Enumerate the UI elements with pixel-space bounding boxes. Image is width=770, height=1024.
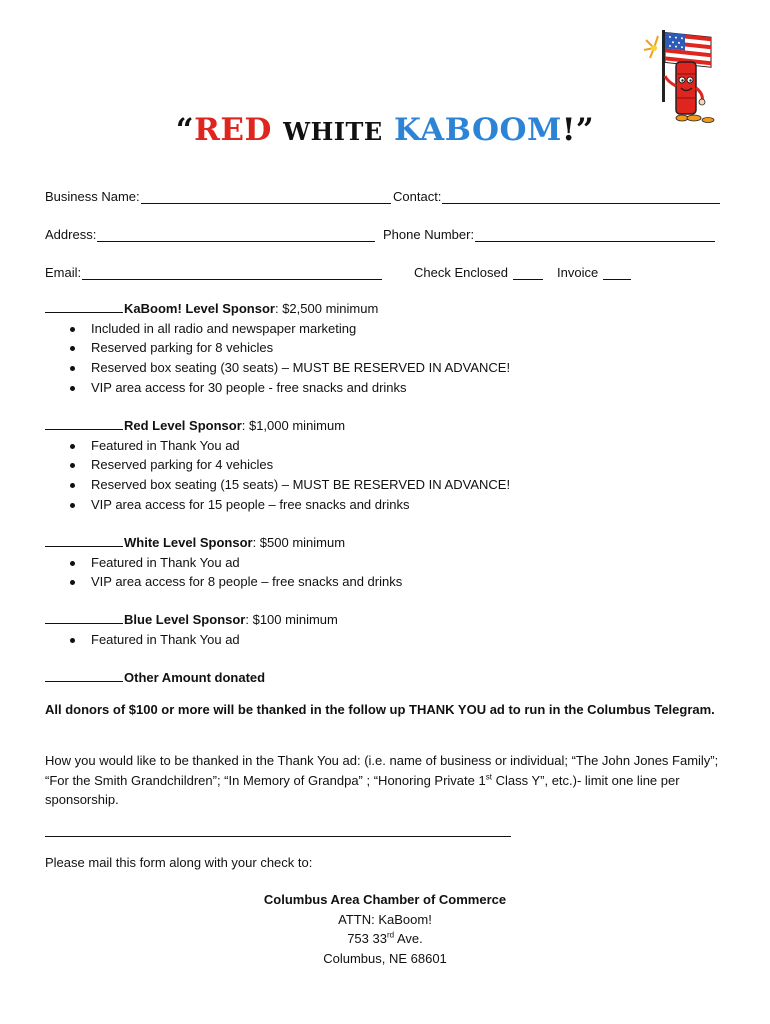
email-label: Email: (45, 265, 82, 280)
level-heading (45, 416, 725, 436)
level-name: KaBoom! Level Sponsor (124, 301, 275, 316)
level-red (45, 416, 725, 515)
row-email-payment (45, 262, 725, 282)
contact-field[interactable] (393, 186, 720, 204)
email-field[interactable] (45, 262, 382, 280)
street-rest: Ave. (394, 931, 423, 946)
mailing-address (0, 890, 770, 968)
phone-number-label: Phone Number: (383, 227, 475, 242)
address-attn: ATTN: KaBoom! (338, 911, 432, 927)
check-enclosed-field[interactable] (414, 262, 543, 280)
level-amount: : $100 minimum (245, 612, 338, 627)
level-kaboom (45, 299, 725, 398)
page-title (0, 112, 770, 148)
ordinal-suffix: st (485, 772, 492, 782)
thanked-prompt-text: How you would like to be thanked in the Thank You ad: (i.e. name of business or individual; “The John Jones Family”; “For the Smith Grandchildren”; “In Memory of Grandpa” ; “Honoring Private 1 (45, 753, 719, 788)
row-business-contact (45, 186, 725, 206)
level-name: White Level Sponsor (124, 535, 253, 550)
title-open-quote: “ (175, 112, 195, 148)
invoice-field[interactable] (557, 262, 631, 280)
level-heading (45, 610, 725, 630)
list-item: VIP area access for 15 people – free snacks and drinks (45, 495, 725, 515)
level-other (45, 668, 725, 688)
list-item: Included in all radio and newspaper marketing (45, 319, 725, 339)
address-org: Columbus Area Chamber of Commerce (263, 892, 507, 907)
list-item: Featured in Thank You ad (45, 436, 725, 456)
donors-note: All donors of $100 or more will be thanked in the follow up THANK YOU ad to run in the Columbus Telegram. (45, 702, 715, 717)
street-number: 753 33 (347, 931, 387, 946)
level-heading (45, 533, 725, 553)
title-word-white: WHITE (283, 117, 383, 146)
list-item: Reserved box seating (30 seats) – MUST BE RESERVED IN ADVANCE! (45, 358, 725, 378)
level-name: Blue Level Sponsor (124, 612, 246, 627)
address-city: Columbus, NE 68601 (323, 950, 447, 966)
other-amount-label: Other Amount donated (124, 670, 266, 685)
business-name-field[interactable] (45, 186, 391, 204)
level-name: Red Level Sponsor (124, 418, 242, 433)
thanked-prompt-text-end: Class Y”, etc.)- limit one line per sponsorship. (45, 772, 680, 807)
level-checkbox-line[interactable] (45, 299, 123, 313)
address-field[interactable] (45, 224, 375, 242)
list-item: Reserved parking for 4 vehicles (45, 455, 725, 475)
level-amount: : $500 minimum (252, 535, 346, 550)
level-heading (45, 668, 725, 688)
level-checkbox-line[interactable] (45, 533, 123, 547)
level-white (45, 533, 725, 592)
address-label: Address: (45, 227, 97, 242)
level-amount: : $1,000 minimum (241, 418, 346, 433)
level-checkbox-line[interactable] (45, 610, 123, 624)
mail-instruction: Please mail this form along with your check to: (45, 855, 313, 870)
title-close: !” (561, 112, 595, 148)
list-item: Featured in Thank You ad (45, 553, 725, 573)
list-item: VIP area access for 30 people - free snacks and drinks (45, 378, 725, 398)
invoice-label: Invoice (557, 265, 599, 280)
address-street (0, 929, 770, 949)
other-amount-line[interactable] (45, 668, 123, 682)
list-item: Featured in Thank You ad (45, 630, 725, 650)
level-heading (45, 299, 725, 319)
thank-you-text-line[interactable] (45, 836, 511, 837)
title-word-kaboom: KABOOM (393, 112, 562, 148)
check-enclosed-label: Check Enclosed (414, 265, 508, 280)
level-amount: : $2,500 minimum (274, 301, 379, 316)
list-item: Reserved box seating (15 seats) – MUST BE RESERVED IN ADVANCE! (45, 475, 725, 495)
business-name-label: Business Name: (45, 189, 140, 204)
phone-number-field[interactable] (383, 224, 715, 242)
street-suffix: rd (386, 930, 395, 940)
list-item: Reserved parking for 8 vehicles (45, 338, 725, 358)
level-checkbox-line[interactable] (45, 416, 123, 430)
list-item: VIP area access for 8 people – free snacks and drinks (45, 572, 725, 592)
row-address-phone (45, 224, 725, 244)
level-blue (45, 610, 725, 649)
thanked-prompt (45, 751, 720, 810)
title-word-red: RED (194, 112, 272, 148)
contact-label: Contact: (393, 189, 442, 204)
